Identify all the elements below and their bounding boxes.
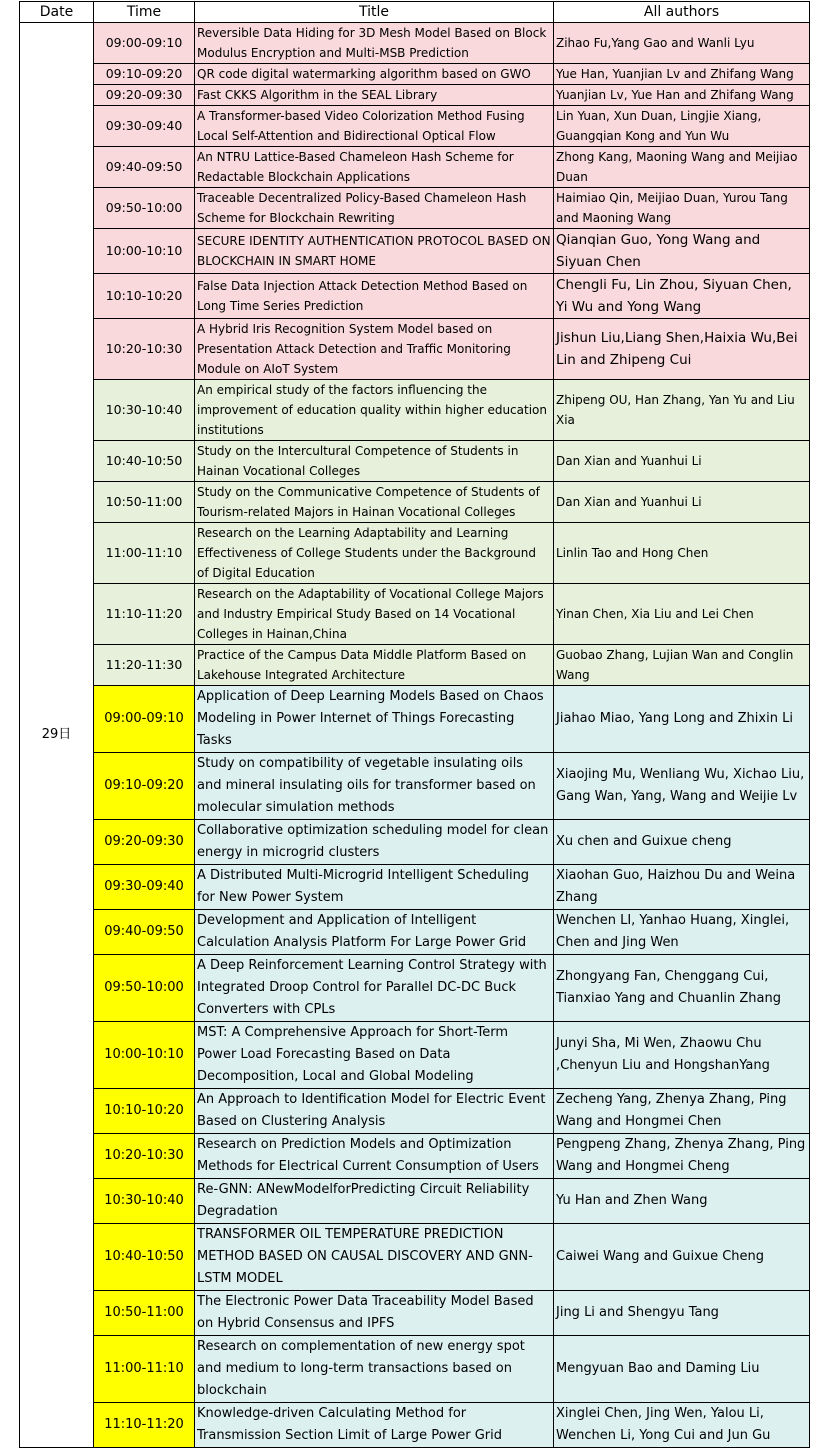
header-row <box>20 2 810 23</box>
title-cell: TRANSFORMER OIL TEMPERATURE PREDICTION METHOD BASED ON CAUSAL DISCOVERY AND GNN-LSTM MODEL <box>195 1224 554 1291</box>
time-cell: 10:30-10:40 <box>94 1179 195 1224</box>
table-row <box>20 955 810 1022</box>
title-cell: A Distributed Multi-Microgrid Intelligent Scheduling for New Power System <box>195 865 554 910</box>
time-cell: 10:50-11:00 <box>94 482 195 523</box>
authors-cell: Chengli Fu, Lin Zhou, Siyuan Chen, Yi Wu and Yong Wang <box>554 274 810 319</box>
title-cell: An Approach to Identification Model for Electric Event Based on Clustering Analysis <box>195 1089 554 1134</box>
authors-cell: Jing Li and Shengyu Tang <box>554 1291 810 1336</box>
table-row <box>20 1224 810 1291</box>
time-cell: 09:50-10:00 <box>94 188 195 229</box>
time-cell: 09:50-10:00 <box>94 955 195 1022</box>
table-row <box>20 820 810 865</box>
authors-cell: Mengyuan Bao and Daming Liu <box>554 1336 810 1403</box>
table-row <box>20 1291 810 1336</box>
time-cell: 10:10-10:20 <box>94 274 195 319</box>
table-row <box>20 23 810 64</box>
table-row <box>20 319 810 380</box>
authors-cell: Xiaohan Guo, Haizhou Du and Weina Zhang <box>554 865 810 910</box>
table-row <box>20 1336 810 1403</box>
table-row <box>20 910 810 955</box>
time-cell: 09:00-09:10 <box>94 686 195 753</box>
time-cell: 09:40-09:50 <box>94 147 195 188</box>
authors-cell: Lin Yuan, Xun Duan, Lingjie Xiang, Guangqian Kong and Yun Wu <box>554 106 810 147</box>
authors-cell: Zecheng Yang, Zhenya Zhang, Ping Wang and Hongmei Chen <box>554 1089 810 1134</box>
title-cell: Re-GNN: ANewModelforPredicting Circuit Reliability Degradation <box>195 1179 554 1224</box>
authors-cell: Yue Han, Yuanjian Lv and Zhifang Wang <box>554 64 810 85</box>
time-cell: 10:40-10:50 <box>94 441 195 482</box>
time-cell: 11:10-11:20 <box>94 584 195 645</box>
table-row <box>20 1089 810 1134</box>
title-cell: A Deep Reinforcement Learning Control Strategy with Integrated Droop Control for Parallel DC-DC Buck Converters with CPLs <box>195 955 554 1022</box>
time-cell: 09:40-09:50 <box>94 910 195 955</box>
title-cell: A Transformer-based Video Colorization Method Fusing Local Self-Attention and Bidirectional Optical Flow <box>195 106 554 147</box>
title-cell: Practice of the Campus Data Middle Platform Based on Lakehouse Integrated Architecture <box>195 645 554 686</box>
authors-cell: Yinan Chen, Xia Liu and Lei Chen <box>554 584 810 645</box>
table-row <box>20 686 810 753</box>
time-cell: 09:10-09:20 <box>94 64 195 85</box>
title-cell: False Data Injection Attack Detection Method Based on Long Time Series Prediction <box>195 274 554 319</box>
table-row <box>20 1134 810 1179</box>
time-cell: 09:10-09:20 <box>94 753 195 820</box>
header-date: Date <box>20 2 94 23</box>
table-row <box>20 753 810 820</box>
title-cell: Study on compatibility of vegetable insulating oils and mineral insulating oils for transformer based on molecular simulation methods <box>195 753 554 820</box>
table-row <box>20 1022 810 1089</box>
table-row <box>20 1403 810 1448</box>
title-cell: A Hybrid Iris Recognition System Model based on Presentation Attack Detection and Traffic Monitoring Module on AIoT System <box>195 319 554 380</box>
time-cell: 10:40-10:50 <box>94 1224 195 1291</box>
authors-cell: Zhongyang Fan, Chenggang Cui, Tianxiao Yang and Chuanlin Zhang <box>554 955 810 1022</box>
table-row <box>20 85 810 106</box>
table-row <box>20 229 810 274</box>
time-cell: 10:20-10:30 <box>94 1134 195 1179</box>
table-row <box>20 1179 810 1224</box>
time-cell: 11:20-11:30 <box>94 645 195 686</box>
title-cell: The Electronic Power Data Traceability Model Based on Hybrid Consensus and IPFS <box>195 1291 554 1336</box>
authors-cell: Linlin Tao and Hong Chen <box>554 523 810 584</box>
time-cell: 11:00-11:10 <box>94 1336 195 1403</box>
title-cell: Fast CKKS Algorithm in the SEAL Library <box>195 85 554 106</box>
time-cell: 09:20-09:30 <box>94 820 195 865</box>
authors-cell: Xinglei Chen, Jing Wen, Yalou Li, Wenchen Li, Yong Cui and Jun Gu <box>554 1403 810 1448</box>
time-cell: 10:50-11:00 <box>94 1291 195 1336</box>
time-cell: 10:00-10:10 <box>94 1022 195 1089</box>
time-cell: 09:30-09:40 <box>94 865 195 910</box>
time-cell: 10:00-10:10 <box>94 229 195 274</box>
time-cell: 09:20-09:30 <box>94 85 195 106</box>
authors-cell: Haimiao Qin, Meijiao Duan, Yurou Tang and Maoning Wang <box>554 188 810 229</box>
time-cell: 10:10-10:20 <box>94 1089 195 1134</box>
title-cell: QR code digital watermarking algorithm based on GWO <box>195 64 554 85</box>
authors-cell: Pengpeng Zhang, Zhenya Zhang, Ping Wang and Hongmei Cheng <box>554 1134 810 1179</box>
header-title: Title <box>195 2 554 23</box>
authors-cell: Zhong Kang, Maoning Wang and Meijiao Duan <box>554 147 810 188</box>
table-row <box>20 274 810 319</box>
table-row <box>20 645 810 686</box>
table-row <box>20 523 810 584</box>
schedule-table <box>19 1 810 1448</box>
title-cell: Traceable Decentralized Policy-Based Chameleon Hash Scheme for Blockchain Rewriting <box>195 188 554 229</box>
table-row <box>20 482 810 523</box>
authors-cell: Qianqian Guo, Yong Wang and Siyuan Chen <box>554 229 810 274</box>
authors-cell: Jishun Liu,Liang Shen,Haixia Wu,Bei Lin and Zhipeng Cui <box>554 319 810 380</box>
authors-cell: Yuanjian Lv, Yue Han and Zhifang Wang <box>554 85 810 106</box>
authors-cell: Zihao Fu,Yang Gao and Wanli Lyu <box>554 23 810 64</box>
title-cell: Study on the Communicative Competence of Students of Tourism-related Majors in Hainan Vocational Colleges <box>195 482 554 523</box>
time-cell: 10:20-10:30 <box>94 319 195 380</box>
authors-cell: Dan Xian and Yuanhui Li <box>554 482 810 523</box>
table-row <box>20 147 810 188</box>
table-row <box>20 584 810 645</box>
title-cell: Research on the Adaptability of Vocational College Majors and Industry Empirical Study Based on 14 Vocational Colleges in Hainan,China <box>195 584 554 645</box>
authors-cell: Xiaojing Mu, Wenliang Wu, Xichao Liu, Gang Wan, Yang, Wang and Weijie Lv <box>554 753 810 820</box>
title-cell: Research on the Learning Adaptability and Learning Effectiveness of College Students under the Background of Digital Education <box>195 523 554 584</box>
table-row <box>20 865 810 910</box>
authors-cell: Guobao Zhang, Lujian Wan and Conglin Wang <box>554 645 810 686</box>
title-cell: Study on the Intercultural Competence of Students in Hainan Vocational Colleges <box>195 441 554 482</box>
authors-cell: Wenchen LI, Yanhao Huang, Xinglei, Chen and Jing Wen <box>554 910 810 955</box>
time-cell: 09:00-09:10 <box>94 23 195 64</box>
time-cell: 11:00-11:10 <box>94 523 195 584</box>
table-row <box>20 441 810 482</box>
authors-cell: Dan Xian and Yuanhui Li <box>554 441 810 482</box>
time-cell: 10:30-10:40 <box>94 380 195 441</box>
table-row <box>20 64 810 85</box>
title-cell: Research on Prediction Models and Optimization Methods for Electrical Current Consumption of Users <box>195 1134 554 1179</box>
authors-cell: Jiahao Miao, Yang Long and Zhixin Li <box>554 686 810 753</box>
date-cell: 29日 <box>20 23 94 1448</box>
title-cell: Research on complementation of new energy spot and medium to long-term transactions based on blockchain <box>195 1336 554 1403</box>
title-cell: An empirical study of the factors influencing the improvement of education quality within higher education institutions <box>195 380 554 441</box>
header-time: Time <box>94 2 195 23</box>
authors-cell: Caiwei Wang and Guixue Cheng <box>554 1224 810 1291</box>
title-cell: An NTRU Lattice-Based Chameleon Hash Scheme for Redactable Blockchain Applications <box>195 147 554 188</box>
table-row <box>20 106 810 147</box>
authors-cell: Yu Han and Zhen Wang <box>554 1179 810 1224</box>
title-cell: Knowledge-driven Calculating Method for Transmission Section Limit of Large Power Grid <box>195 1403 554 1448</box>
title-cell: SECURE IDENTITY AUTHENTICATION PROTOCOL BASED ON BLOCKCHAIN IN SMART HOME <box>195 229 554 274</box>
time-cell: 09:30-09:40 <box>94 106 195 147</box>
title-cell: Collaborative optimization scheduling model for clean energy in microgrid clusters <box>195 820 554 865</box>
header-authors: All authors <box>554 2 810 23</box>
table-row <box>20 188 810 229</box>
title-cell: MST: A Comprehensive Approach for Short-Term Power Load Forecasting Based on Data Decomposition, Local and Global Modeling <box>195 1022 554 1089</box>
title-cell: Application of Deep Learning Models Based on Chaos Modeling in Power Internet of Things Forecasting Tasks <box>195 686 554 753</box>
title-cell: Development and Application of Intelligent Calculation Analysis Platform For Large Power Grid <box>195 910 554 955</box>
authors-cell: Junyi Sha, Mi Wen, Zhaowu Chu ,Chenyun Liu and HongshanYang <box>554 1022 810 1089</box>
title-cell: Reversible Data Hiding for 3D Mesh Model Based on Block Modulus Encryption and Multi-MSB Prediction <box>195 23 554 64</box>
authors-cell: Zhipeng OU, Han Zhang, Yan Yu and Liu Xia <box>554 380 810 441</box>
table-row <box>20 380 810 441</box>
time-cell: 11:10-11:20 <box>94 1403 195 1448</box>
authors-cell: Xu chen and Guixue cheng <box>554 820 810 865</box>
